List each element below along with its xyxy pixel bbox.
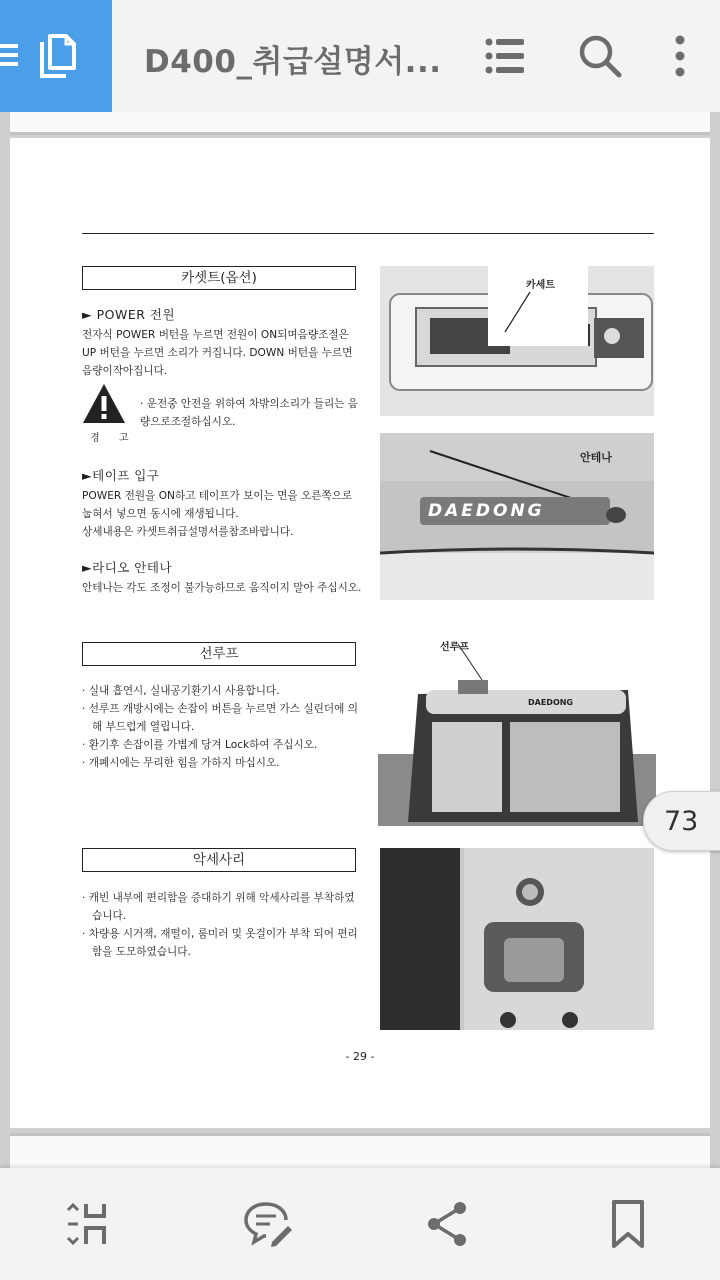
cassette-photo xyxy=(380,266,654,416)
tape-body-1: POWER 전원을 ON하고 테이프가 보이는 면을 오른쪽으로 눕혀서 넣으면 동시에 재생됩니다. xyxy=(82,490,353,520)
header-rule xyxy=(82,233,654,234)
sunroof-photo-label: 선루프 xyxy=(440,642,469,653)
power-paragraph xyxy=(82,306,362,380)
sunroof-photo xyxy=(378,634,656,826)
radio-body: 안테나는 각도 조정이 불가능하므로 움직이지 말아 주십시오. xyxy=(82,582,362,594)
menu-icon[interactable] xyxy=(0,40,22,70)
page-nav-icon[interactable] xyxy=(62,1198,114,1250)
document-title: D400_취급설명서... xyxy=(144,44,442,80)
accessory-list xyxy=(82,889,362,961)
document-page[interactable] xyxy=(10,138,710,1128)
power-heading: ► POWER 전원 xyxy=(82,307,176,322)
page-indicator-badge[interactable]: 73 xyxy=(643,791,720,851)
bookmark-icon[interactable] xyxy=(602,1198,654,1250)
warning-box xyxy=(82,381,362,445)
tape-body-2: 상세내용은 카셋트취급설명서를참조바랍니다. xyxy=(82,526,294,538)
document-menu-button[interactable] xyxy=(0,0,112,112)
share-icon[interactable] xyxy=(422,1198,474,1250)
top-app-bar xyxy=(0,0,720,112)
radio-heading: ►라디오 안테나 xyxy=(82,560,173,575)
list-icon[interactable] xyxy=(482,32,530,80)
accessory-item: · 캐빈 내부에 편리함을 증대하기 위해 악세사리를 부착하였습니다. xyxy=(82,892,355,922)
warning-text: · 운전중 안전을 위하여 차밖의소리가 들리는 음량으로조절하십시오. xyxy=(140,398,359,428)
sunroof-item: · 개폐시에는 무리한 힘을 가하지 마십시오. xyxy=(82,757,280,769)
page-number: - 29 - xyxy=(345,1050,375,1063)
cassette-photo-label: 카세트 xyxy=(526,280,555,291)
tape-heading: ►테이프 입구 xyxy=(82,468,160,483)
antenna-photo xyxy=(380,433,654,600)
sunroof-illustration xyxy=(378,634,656,826)
document-icon xyxy=(36,32,80,80)
accessory-photo xyxy=(380,848,654,1030)
power-body: 전자식 POWER 버턴을 누르면 전원이 ON되며음량조절은 UP 버턴을 누르면 소리가 커집니다. DOWN 버턴을 누르면 음량이작아집니다. xyxy=(82,329,353,377)
antenna-brand: DAEDONG xyxy=(428,501,545,521)
sunroof-item: · 선루프 개방시에는 손잡이 버튼을 누르면 가스 실린더에 의해 부드럽게 열립니다. xyxy=(82,703,358,733)
cassette-illustration xyxy=(380,266,654,416)
comment-edit-icon[interactable] xyxy=(242,1198,294,1250)
previous-page-edge xyxy=(10,112,710,135)
cassette-section-title: 카셋트(옵션) xyxy=(82,266,356,290)
search-icon[interactable] xyxy=(576,32,624,80)
tape-paragraph xyxy=(82,467,362,541)
more-vert-icon[interactable] xyxy=(656,32,704,80)
radio-paragraph xyxy=(82,559,362,597)
sunroof-list xyxy=(82,682,362,772)
warning-label: 경 고 xyxy=(90,433,137,444)
accessory-item: · 차량용 시거잭, 재떨이, 룸미러 및 옷걸이가 부착 되어 편리함을 도모하였습니다. xyxy=(82,928,358,958)
bottom-toolbar xyxy=(0,1168,720,1280)
accessory-section-title: 악세사리 xyxy=(82,848,356,872)
sunroof-brand: DAEDONG xyxy=(528,698,573,707)
warning-icon xyxy=(82,383,126,425)
sunroof-item: · 실내 흡연시, 실내공기환기시 사용합니다. xyxy=(82,685,280,697)
sunroof-section-title: 선루프 xyxy=(82,642,356,666)
antenna-photo-label: 안테나 xyxy=(580,451,612,464)
accessory-illustration xyxy=(380,848,654,1030)
sunroof-item: · 환기후 손잡이를 가볍게 당겨 Lock하여 주십시오. xyxy=(82,739,318,751)
